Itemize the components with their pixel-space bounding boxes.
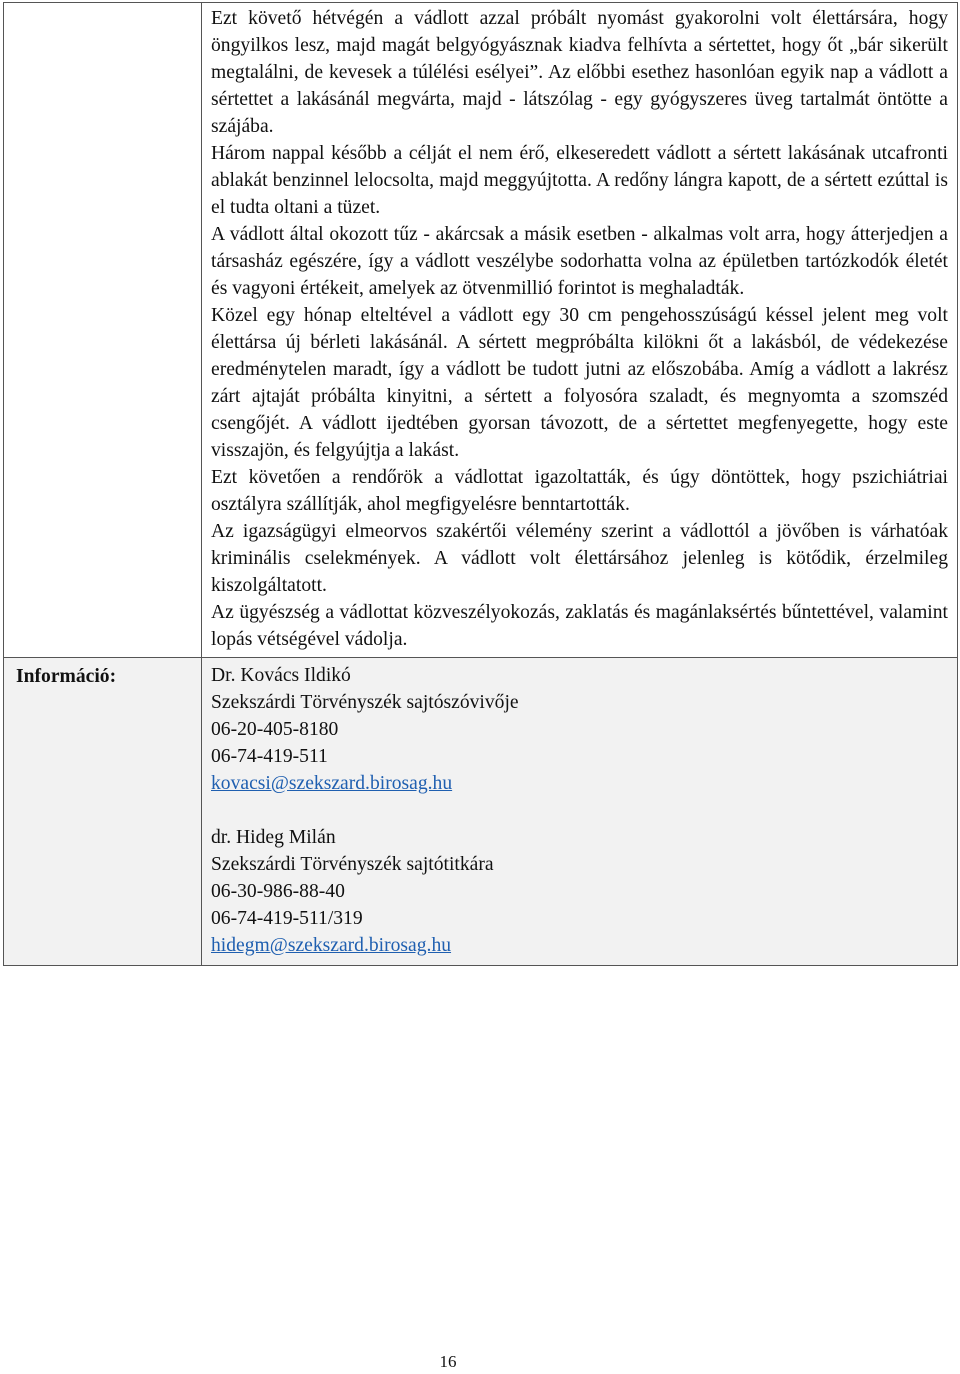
page-number: 16 (439, 1352, 457, 1371)
contact-block (211, 662, 948, 797)
contact-email-link[interactable]: kovacsi@szekszard.birosag.hu (211, 773, 453, 794)
contact-name: dr. Hideg Milán (211, 827, 336, 848)
info-label: Információ: (16, 666, 117, 687)
contact-block (211, 824, 948, 959)
info-content-cell (202, 658, 958, 966)
body-paragraph: Az igazságügyi elmeorvos szakértői vélemény szerint a vádlottól a jövőben is várhatóak kriminális cselekmények. A vádlott volt élettársához jelenleg is kötődik, érzelmileg kiszolgáltatott. (211, 521, 948, 596)
contact-email-line (211, 932, 948, 959)
body-paragraph: Közel egy hónap elteltével a vádlott egy 30 cm pengehosszúságú késsel jelent meg volt élettársa új bérleti lakásánál. A sértett megpróbálta kilökni őt a lakásból, de védekezése eredménytelen maradt, így a vádlott be tudott jutni az előszobába. Amíg a vádlott a lakrész zárt ajtaját próbálta kinyitni, a sértett a folyosóra szaladt, és megnyomta a szomszéd csengőjét. A vádlott ijedtében gyorsan távozott, de a sértettet megfenyegette, hogy este visszajön, és felgyújtja a lakást. (211, 305, 948, 461)
body-paragraph: A vádlott által okozott tűz - akárcsak a másik esetben - alkalmas volt arra, hogy átterjedjen a társasház egészére, így a vádlott veszélybe sodorhatta volna az épületben tartózkodók életét és vagyoni értékeit, amelyek az ötvenmillió forintot is meghaladták. (211, 224, 948, 299)
contact-name: Dr. Kovács Ildikó (211, 665, 351, 686)
contact-role: Szekszárdi Törvényszék sajtószóvivője (211, 692, 519, 713)
info-label-cell (4, 658, 202, 966)
contact-phone: 06-20-405-8180 (211, 719, 339, 740)
info-row (4, 658, 958, 966)
contact-role: Szekszárdi Törvényszék sajtótitkára (211, 854, 494, 875)
body-content-cell (202, 3, 958, 658)
body-paragraph: Három nappal később a célját el nem érő, elkeseredett vádlott a sértett lakásának utcafronti ablakát benzinnel lelocsolta, majd meggyújtotta. A redőny lángra kapott, de a sértett ezúttal is el tudta oltani a tüzet. (211, 143, 948, 218)
body-paragraph: Ezt követő hétvégén a vádlott azzal próbált nyomást gyakorolni volt élettársára, hogy öngyilkos lesz, majd magát belgyógyásznak kiadva felhívta a sértettet, hogy őt „bár sikerült megtalálni, de kevesek a túlélési esélyei”. Az előbbi esethez hasonlóan egyik nap a vádlott a sértettet a lakásánál megvárta, majd - látszólag - egy gyógyszeres üveg tartalmát öntötte a szájába. (211, 8, 948, 137)
body-label-cell (4, 3, 202, 658)
contact-phone: 06-74-419-511/319 (211, 908, 363, 929)
contact-phone: 06-30-986-88-40 (211, 881, 345, 902)
body-row (4, 3, 958, 658)
body-paragraph: Az ügyészség a vádlottat közveszélyokozás, zaklatás és magánlaksértés bűntettével, valamint lopás vétségével vádolja. (211, 602, 948, 650)
press-release-table (3, 2, 958, 966)
contact-phone: 06-74-419-511 (211, 746, 328, 767)
body-paragraph: Ezt követően a rendőrök a vádlottat igazoltatták, és úgy döntöttek, hogy pszichiátriai osztályra szállítják, ahol megfigyelésre benntartották. (211, 467, 948, 515)
contact-email-line (211, 770, 948, 797)
contact-email-link[interactable]: hidegm@szekszard.birosag.hu (211, 935, 452, 956)
